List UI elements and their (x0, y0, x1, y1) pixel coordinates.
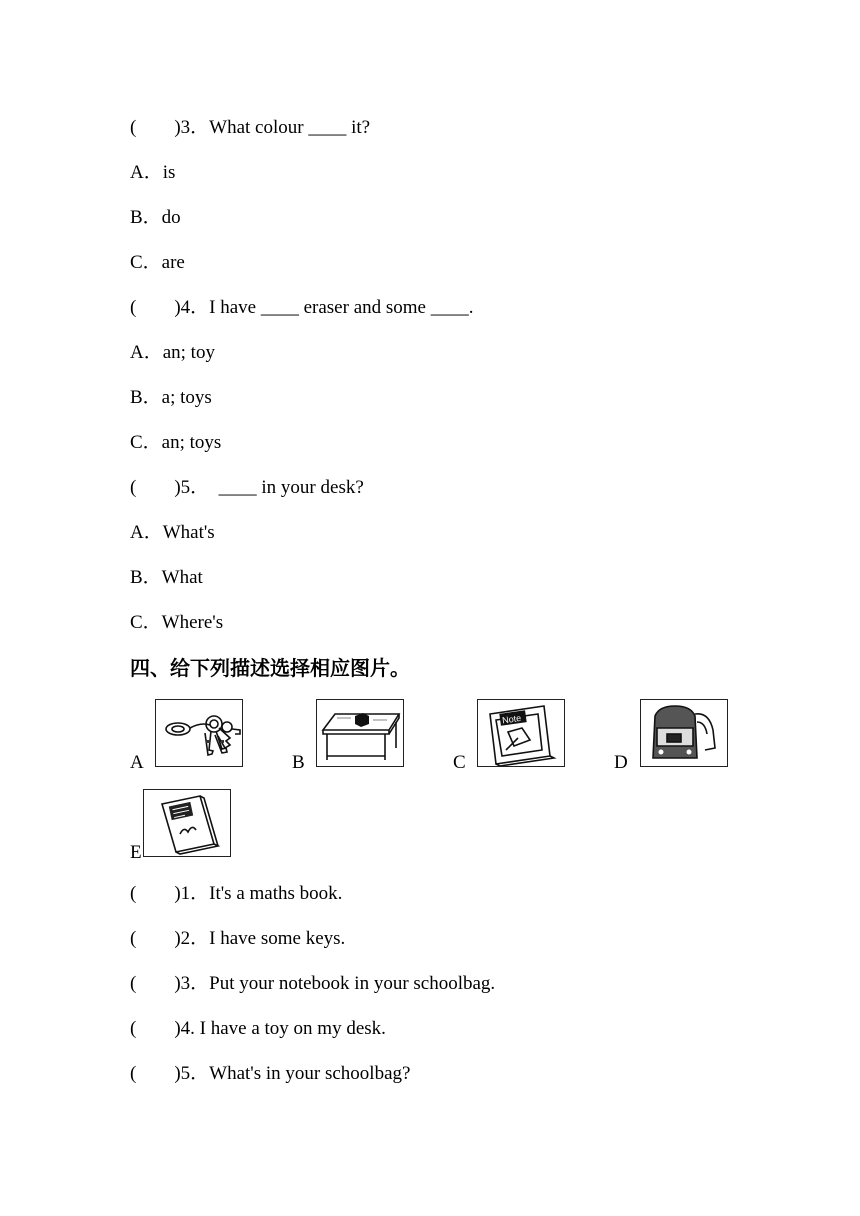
question-5-stem: ( )5． ____ in your desk? (130, 477, 364, 498)
maths-book-icon (143, 789, 231, 857)
picture-label-b: B (292, 752, 305, 773)
picture-label-e: E (130, 842, 142, 863)
svg-text:Note: Note (501, 712, 522, 726)
picture-item-1: ( )1．It's a maths book. (130, 883, 343, 904)
question-5-option-a: A．What's (130, 522, 215, 543)
keys-icon (155, 699, 243, 767)
picture-label-d: D (614, 752, 628, 773)
question-4-stem: ( )4．I have ____ eraser and some ____. (130, 297, 474, 318)
picture-label-a: A (130, 752, 144, 773)
picture-label-c: C (453, 752, 466, 773)
schoolbag-icon (640, 699, 728, 767)
question-4-option-a: A．an; toy (130, 342, 215, 363)
question-4-option-c: C．an; toys (130, 432, 222, 453)
question-3-option-c: C．are (130, 252, 185, 273)
picture-item-4: ( )4. I have a toy on my desk. (130, 1018, 386, 1039)
picture-item-2: ( )2．I have some keys. (130, 928, 346, 949)
question-3-option-a: A．is (130, 162, 176, 183)
picture-item-3: ( )3．Put your notebook in your schoolbag. (130, 973, 496, 994)
question-3-stem: ( )3．What colour ____ it? (130, 117, 371, 138)
question-4-option-b: B．a; toys (130, 387, 212, 408)
section-4-heading: 四、给下列描述选择相应图片。 (130, 656, 410, 680)
question-5-option-c: C．Where's (130, 612, 224, 633)
question-3-option-b: B．do (130, 207, 181, 228)
notebook-icon (477, 699, 565, 767)
question-5-option-b: B．What (130, 567, 203, 588)
desk-icon (316, 699, 404, 767)
picture-item-5: ( )5．What's in your schoolbag? (130, 1063, 411, 1084)
